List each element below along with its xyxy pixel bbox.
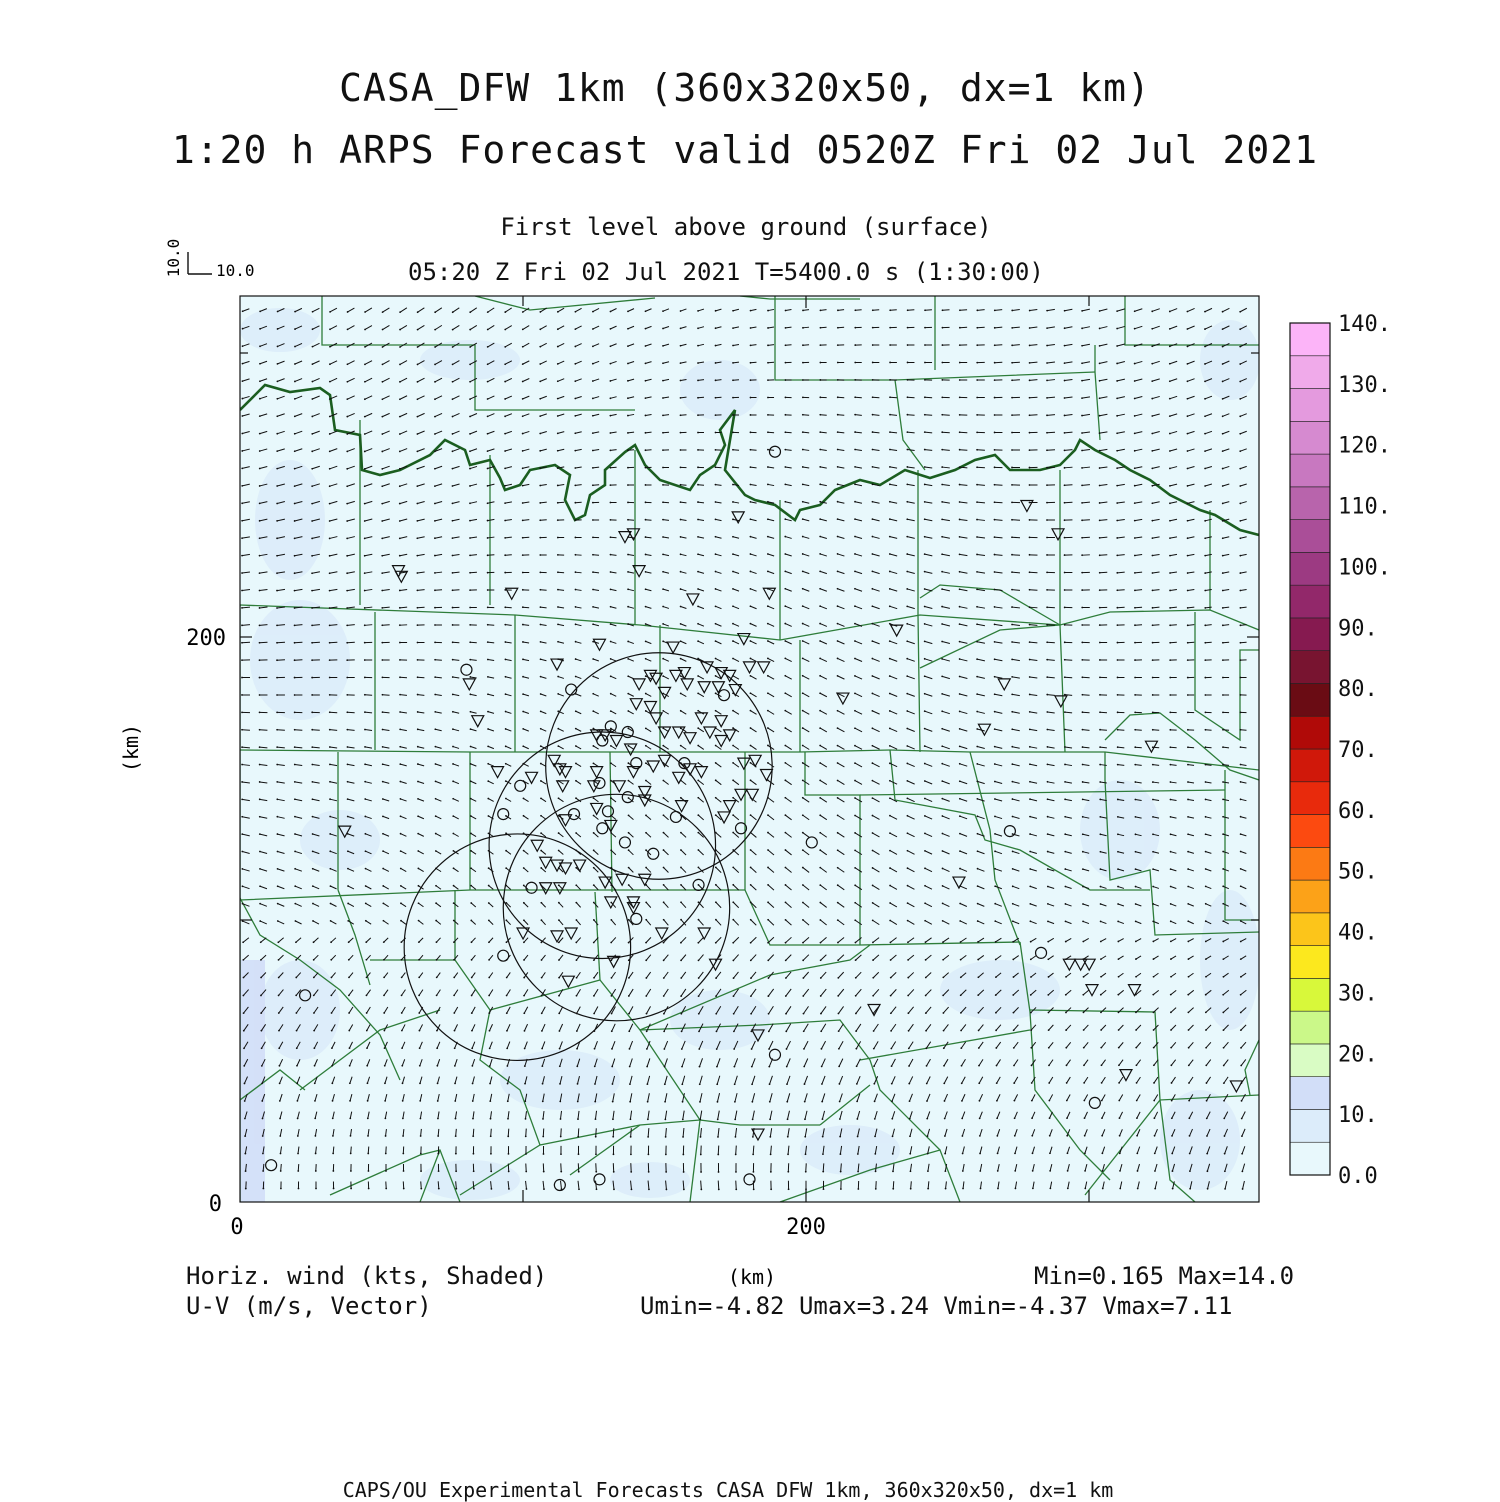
- shade-blob-6: [1080, 780, 1160, 880]
- shade-blob-14: [940, 960, 1060, 1020]
- x-tick-0: 0: [230, 1215, 243, 1240]
- colorbar-swatch: [1290, 880, 1330, 913]
- colorbar-swatch: [1290, 1077, 1330, 1110]
- colorbar-swatch: [1290, 651, 1330, 684]
- colorbar-swatch: [1290, 1142, 1330, 1175]
- level-label: First level above ground (surface): [0, 213, 1492, 241]
- x-tick-200: 200: [786, 1215, 826, 1240]
- colorbar-swatch: [1290, 618, 1330, 651]
- colorbar-label: 10.: [1338, 1103, 1378, 1128]
- title-line-1: CASA_DFW 1km (360x320x50, dx=1 km): [0, 66, 1490, 110]
- colorbar-label: 80.: [1338, 677, 1378, 702]
- colorbar-label: 140.: [1338, 312, 1391, 337]
- colorbar-label: 50.: [1338, 860, 1378, 885]
- vector-key-vertical-label: 10.0: [164, 239, 183, 278]
- colorbar-swatch: [1290, 1109, 1330, 1142]
- colorbar-swatch: [1290, 356, 1330, 389]
- colorbar-label: 90.: [1338, 616, 1378, 641]
- colorbar-swatch: [1290, 323, 1330, 356]
- colorbar-swatch: [1290, 454, 1330, 487]
- colorbar-swatch: [1290, 552, 1330, 585]
- colorbar-label: 40.: [1338, 921, 1378, 946]
- minmax-label: Min=0.165 Max=14.0: [1034, 1262, 1294, 1290]
- vector-key-horizontal-label: 10.0: [216, 261, 255, 280]
- y-tick-0: 0: [209, 1192, 222, 1217]
- colorbar-swatch: [1290, 716, 1330, 749]
- colorbar-label: 130.: [1338, 373, 1391, 398]
- colorbar: [1290, 323, 1330, 1175]
- colorbar-swatch: [1290, 683, 1330, 716]
- shade-blob-15: [420, 1160, 520, 1200]
- colorbar-swatch: [1290, 946, 1330, 979]
- colorbar-swatch: [1290, 749, 1330, 782]
- colorbar-swatch: [1290, 978, 1330, 1011]
- field-vector-label: U-V (m/s, Vector): [186, 1292, 432, 1320]
- colorbar-label: 30.: [1338, 981, 1378, 1006]
- y-axis-label: (km): [119, 724, 143, 772]
- colorbar-swatch: [1290, 782, 1330, 815]
- colorbar-swatch: [1290, 847, 1330, 880]
- colorbar-label: 0.0: [1338, 1164, 1378, 1189]
- colorbar-swatch: [1290, 520, 1330, 553]
- colorbar-label: 110.: [1338, 495, 1391, 520]
- shade-blob-8: [1160, 1090, 1240, 1190]
- colorbar-swatch: [1290, 421, 1330, 454]
- shade-blob-3: [1200, 320, 1260, 400]
- y-tick-200: 200: [186, 626, 226, 651]
- colorbar-label: 120.: [1338, 434, 1391, 459]
- colorbar-swatch: [1290, 913, 1330, 946]
- shade-blob-11: [260, 960, 340, 1060]
- vector-key: [188, 252, 212, 274]
- x-axis-label: (km): [728, 1265, 776, 1289]
- colorbar-swatch: [1290, 815, 1330, 848]
- title-line-2: 1:20 h ARPS Forecast valid 0520Z Fri 02 Jul 2021: [0, 128, 1490, 172]
- shade-blob-2: [680, 360, 760, 420]
- field-shaded-label: Horiz. wind (kts, Shaded): [186, 1262, 547, 1290]
- shade-blob-13: [800, 1125, 900, 1175]
- uv-minmax-label: Umin=-4.82 Umax=3.24 Vmin=-4.37 Vmax=7.11: [640, 1292, 1232, 1320]
- colorbar-label: 60.: [1338, 799, 1378, 824]
- colorbar-swatch: [1290, 1044, 1330, 1077]
- colorbar-labels: [1338, 312, 1391, 1189]
- time-label: 05:20 Z Fri 02 Jul 2021 T=5400.0 s (1:30:00): [408, 258, 1044, 286]
- colorbar-label: 70.: [1338, 738, 1378, 763]
- colorbar-label: 100.: [1338, 555, 1391, 580]
- colorbar-swatch: [1290, 389, 1330, 422]
- colorbar-swatch: [1290, 585, 1330, 618]
- credit-line: CAPS/OU Experimental Forecasts CASA DFW 1km, 360x320x50, dx=1 km: [0, 1478, 1456, 1502]
- colorbar-swatch: [1290, 1011, 1330, 1044]
- colorbar-swatch: [1290, 487, 1330, 520]
- shade-blob-16: [610, 1162, 690, 1198]
- colorbar-label: 20.: [1338, 1042, 1378, 1067]
- shade-blob-12: [300, 810, 380, 870]
